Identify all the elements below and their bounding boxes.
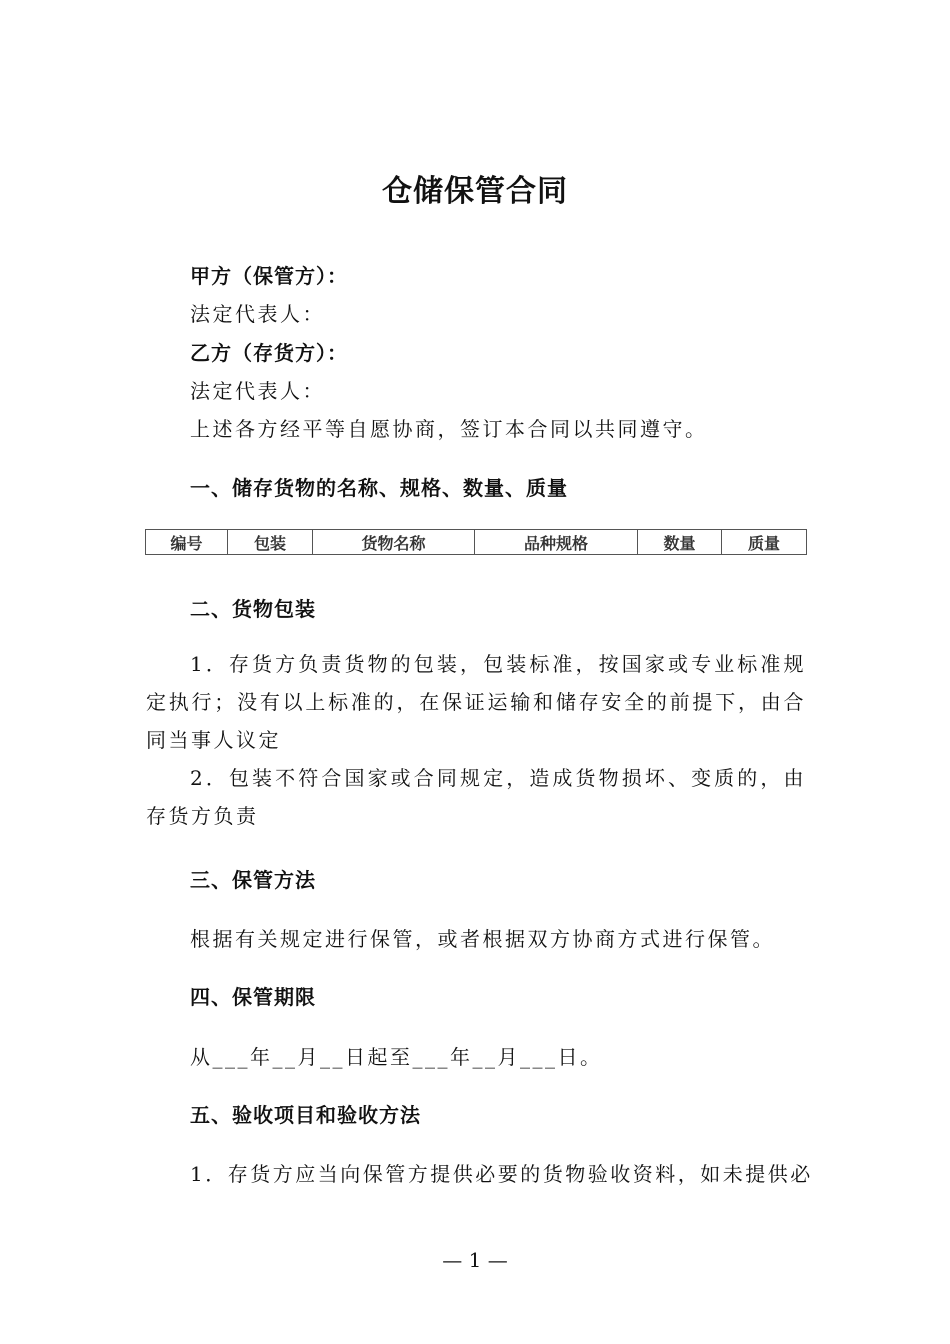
party-a-label: 甲方（保管方）：: [190, 264, 348, 288]
intro-text: 上述各方经平等自愿协商，签订本合同以共同遵守。: [190, 417, 708, 441]
column-header-quality: 质量: [722, 530, 807, 555]
section-3-paragraph: 根据有关规定进行保管，或者根据双方协商方式进行保管。: [190, 927, 775, 951]
party-a-representative: 法定代表人：: [190, 302, 325, 326]
column-header-variety-spec: 品种规格: [475, 530, 638, 555]
party-b-representative: 法定代表人：: [190, 379, 325, 403]
section-4-paragraph: 从___年__月__日起至___年__月___日。: [190, 1045, 603, 1069]
section-1-heading: 一、储存货物的名称、规格、数量、质量: [190, 476, 568, 500]
section-4-heading: 四、保管期限: [190, 985, 316, 1009]
column-header-number: 编号: [146, 530, 228, 555]
goods-table-header-row: [146, 530, 807, 555]
section-2-heading: 二、货物包装: [190, 597, 316, 621]
column-header-packaging: 包装: [228, 530, 313, 555]
goods-table: [145, 529, 807, 555]
document-title: 仓储保管合同: [382, 174, 568, 209]
section-5-heading: 五、验收项目和验收方法: [190, 1103, 421, 1127]
section-2-paragraph-1: 1．存货方负责货物的包装，包装标准，按国家或专业标准规定执行；没有以上标准的，在保证运输和储存安全的前提下，由合同当事人议定: [146, 652, 806, 752]
section-3-heading: 三、保管方法: [190, 868, 316, 892]
column-header-goods-name: 货物名称: [313, 530, 475, 555]
page-number: — 1 —: [442, 1248, 508, 1272]
party-b-label: 乙方（存货方）：: [190, 341, 348, 365]
section-2-paragraph-2: 2．包装不符合国家或合同规定，造成货物损坏、变质的，由存货方负责: [146, 766, 806, 828]
column-header-quantity: 数量: [638, 530, 722, 555]
section-5-paragraph-1: 1．存货方应当向保管方提供必要的货物验收资料，如未提供必: [190, 1162, 813, 1186]
